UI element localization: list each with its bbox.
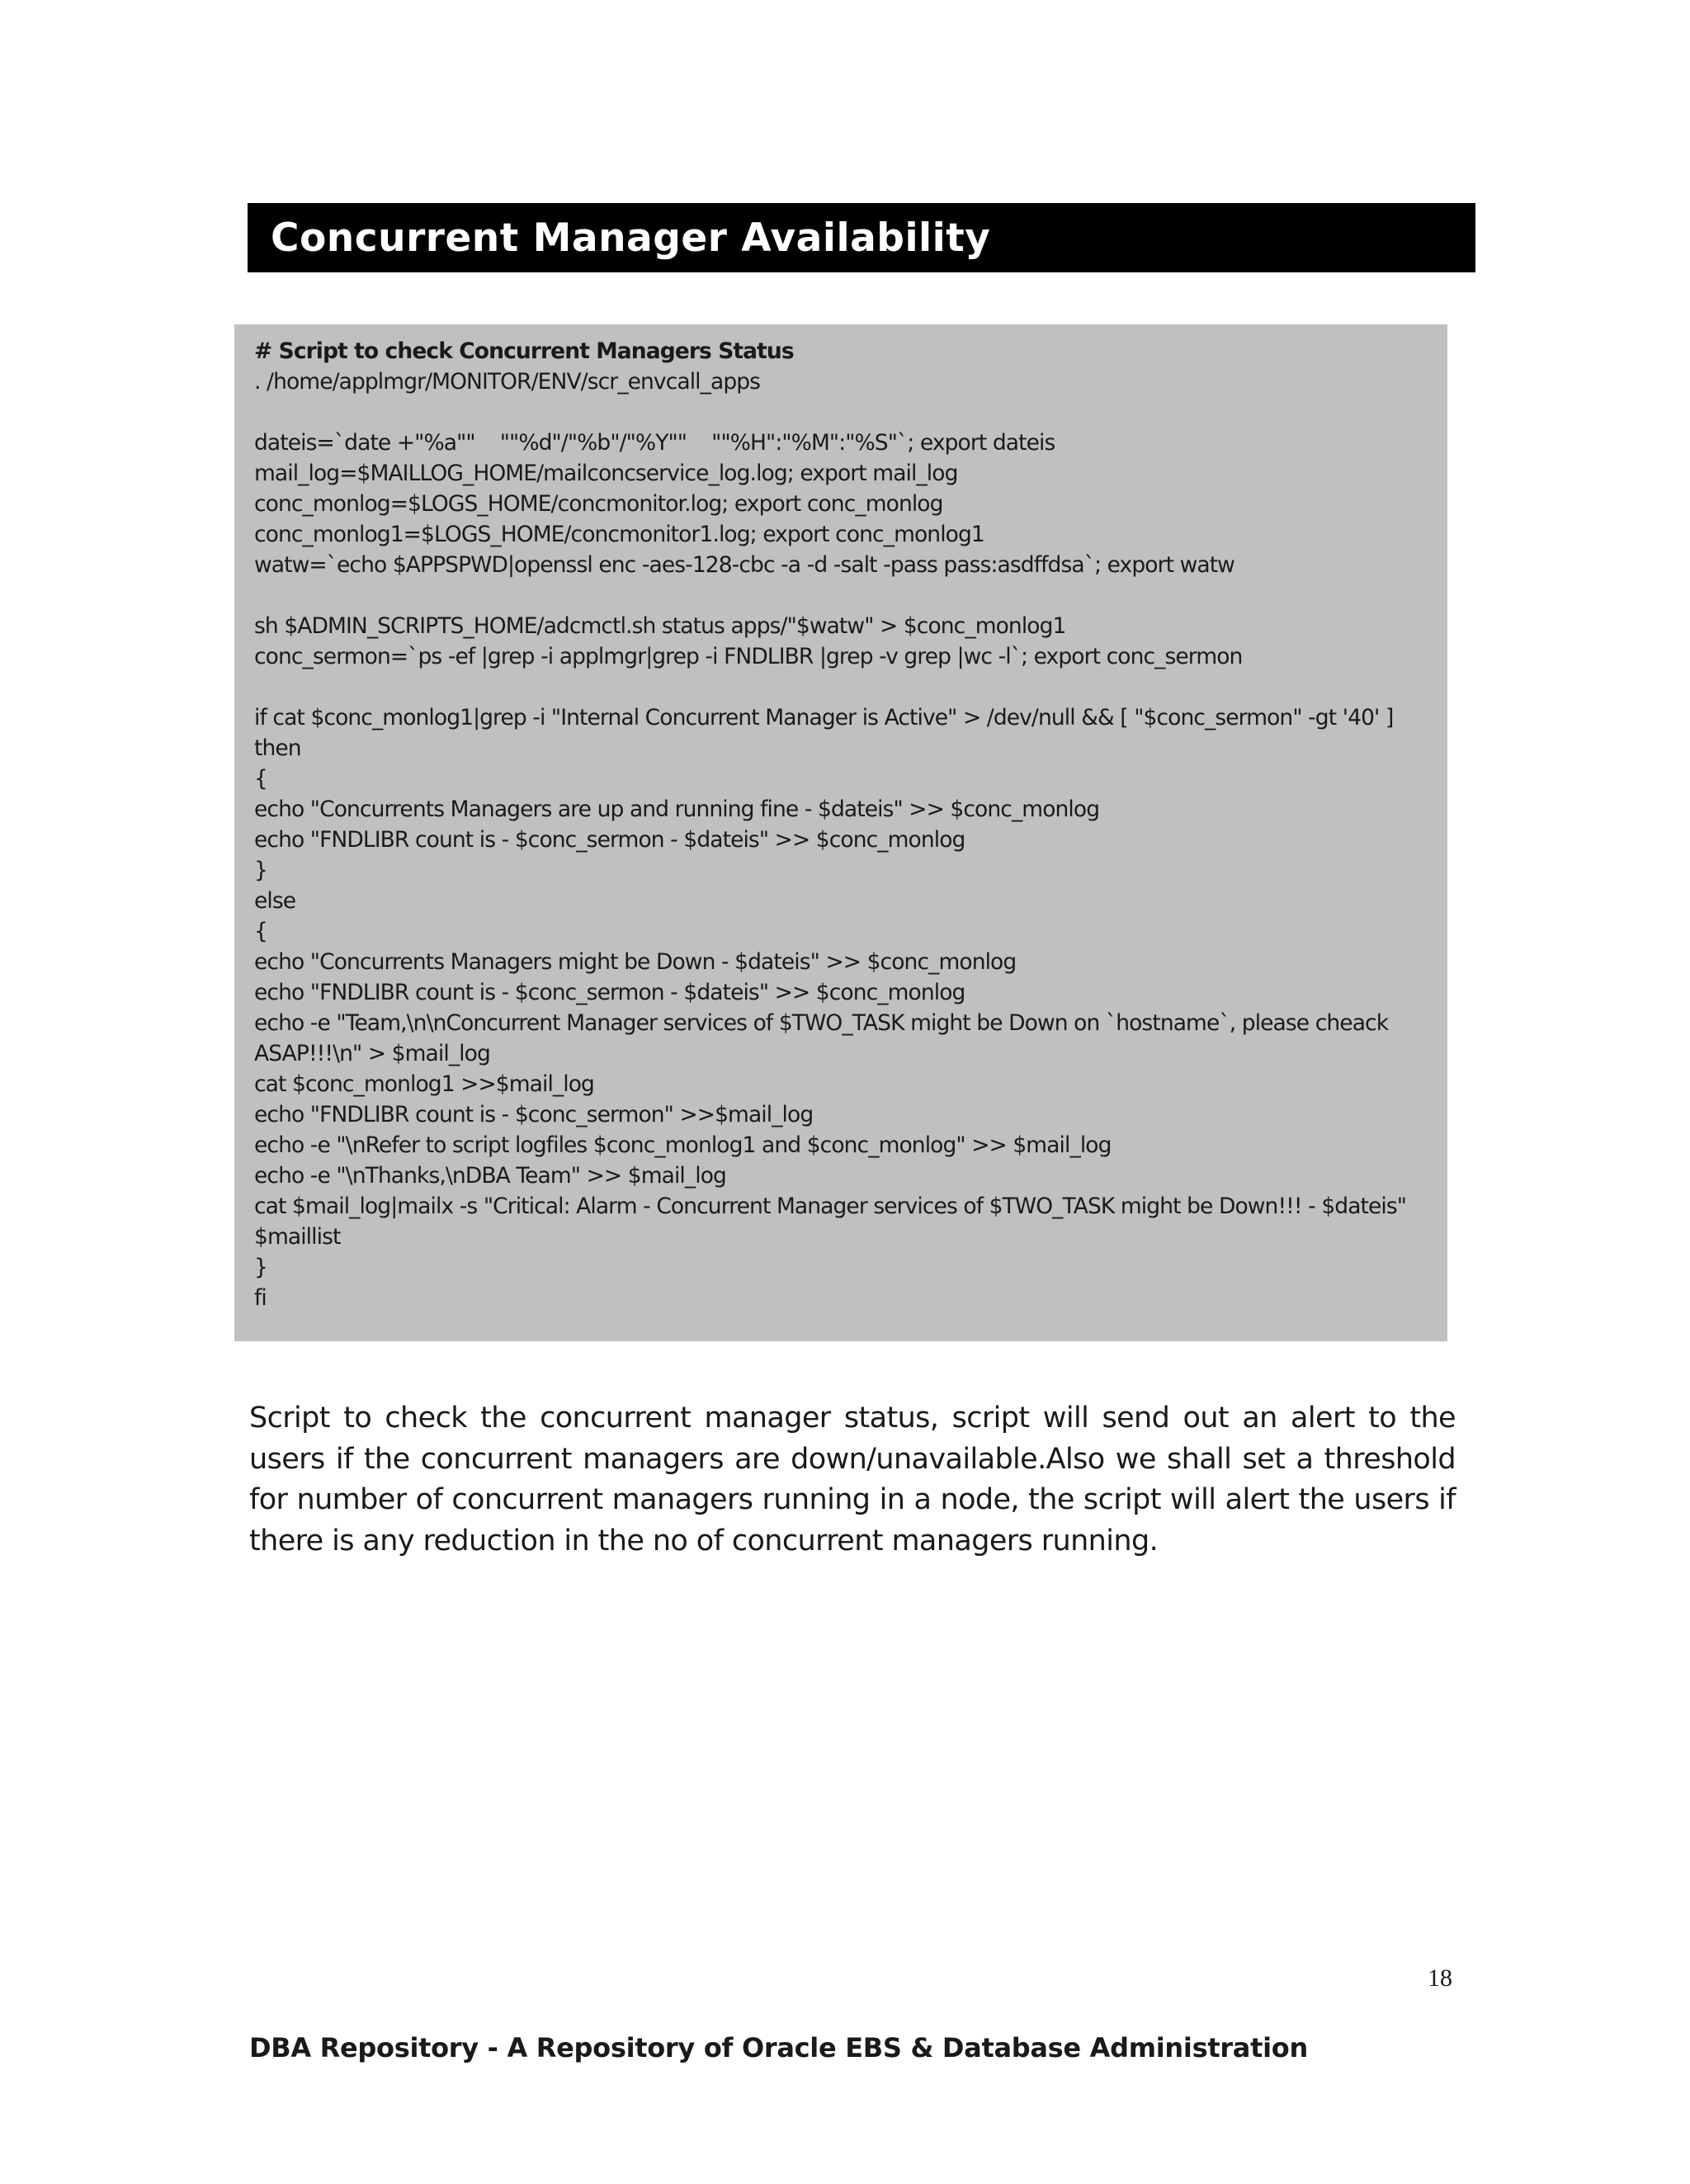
code-line: { (254, 919, 267, 944)
code-line: $maillist (254, 1224, 341, 1250)
code-line (254, 397, 1447, 428)
code-line: echo "FNDLIBR count is - $conc_sermon - $dateis" >> $conc_monlog (254, 827, 965, 853)
body-paragraph: Script to check the concurrent manager status, script will send out an alert to the users if the concurrent managers are down/unavailable.Also we shall set a threshold for number of concurrent managers running in a node, the script will alert the users if there is any reduction in the no of concurrent managers running. (249, 1402, 1456, 1558)
section-heading-bar (248, 203, 1475, 272)
code-line: echo -e "\nThanks,\nDBA Team" >> $mail_log (254, 1163, 726, 1189)
code-line: dateis=`date +"%a"" ""%d"/"%b"/"%Y"" ""%H":"%M":"%S"`; export dateis (254, 430, 1055, 456)
code-line: echo "Concurrents Managers might be Down - $dateis" >> $conc_monlog (254, 949, 1017, 975)
code-block (234, 324, 1447, 1341)
code-line: { (254, 766, 267, 792)
code-line: sh $ADMIN_SCRIPTS_HOME/adcmctl.sh status apps/"$watw" > $conc_monlog1 (254, 613, 1066, 639)
page-number: 18 (1428, 1964, 1452, 1992)
code-line: then (254, 735, 301, 761)
code-line: cat $mail_log|mailx -s "Critical: Alarm - Concurrent Manager services of $TWO_TASK might be Down!!! - $dateis" (254, 1194, 1407, 1219)
code-comment-line: # Script to check Concurrent Managers Status (254, 338, 794, 364)
section-title: Concurrent Manager Availability (271, 215, 991, 261)
code-line: conc_monlog1=$LOGS_HOME/concmonitor1.log; export conc_monlog1 (254, 522, 984, 547)
code-line: conc_sermon=`ps -ef |grep -i applmgr|grep -i FNDLIBR |grep -v grep |wc -l`; export conc_sermon (254, 644, 1243, 669)
code-line: } (254, 858, 267, 883)
code-line: ASAP!!!\n" > $mail_log (254, 1041, 490, 1066)
page-footer: DBA Repository - A Repository of Oracle EBS & Database Administration (249, 2032, 1308, 2063)
code-line: echo "FNDLIBR count is - $conc_sermon - $dateis" >> $conc_monlog (254, 980, 965, 1005)
code-line: . /home/applmgr/MONITOR/ENV/scr_envcall_apps (254, 369, 761, 395)
code-line (254, 580, 1447, 611)
code-line (254, 672, 1447, 702)
code-line: conc_monlog=$LOGS_HOME/concmonitor.log; export conc_monlog (254, 491, 943, 517)
code-line: mail_log=$MAILLOG_HOME/mailconcservice_log.log; export mail_log (254, 461, 958, 486)
code-line: echo -e "Team,\n\nConcurrent Manager services of $TWO_TASK might be Down on `hostname`, please cheack (254, 1010, 1389, 1036)
code-line: else (254, 888, 296, 914)
code-line: echo -e "\nRefer to script logfiles $conc_monlog1 and $conc_monlog" >> $mail_log (254, 1132, 1112, 1158)
code-line: if cat $conc_monlog1|grep -i "Internal Concurrent Manager is Active" > /dev/null && [ "$conc_sermon" -gt '40' ] (254, 705, 1394, 730)
code-line: echo "FNDLIBR count is - $conc_sermon" >>$mail_log (254, 1102, 814, 1127)
code-line: cat $conc_monlog1 >>$mail_log (254, 1071, 594, 1097)
code-line: } (254, 1255, 267, 1280)
code-line: echo "Concurrents Managers are up and running fine - $dateis" >> $conc_monlog (254, 797, 1100, 822)
code-line: fi (254, 1285, 267, 1311)
code-line: watw=`echo $APPSPWD|openssl enc -aes-128-cbc -a -d -salt -pass pass:asdffdsa`; export watw (254, 552, 1234, 578)
